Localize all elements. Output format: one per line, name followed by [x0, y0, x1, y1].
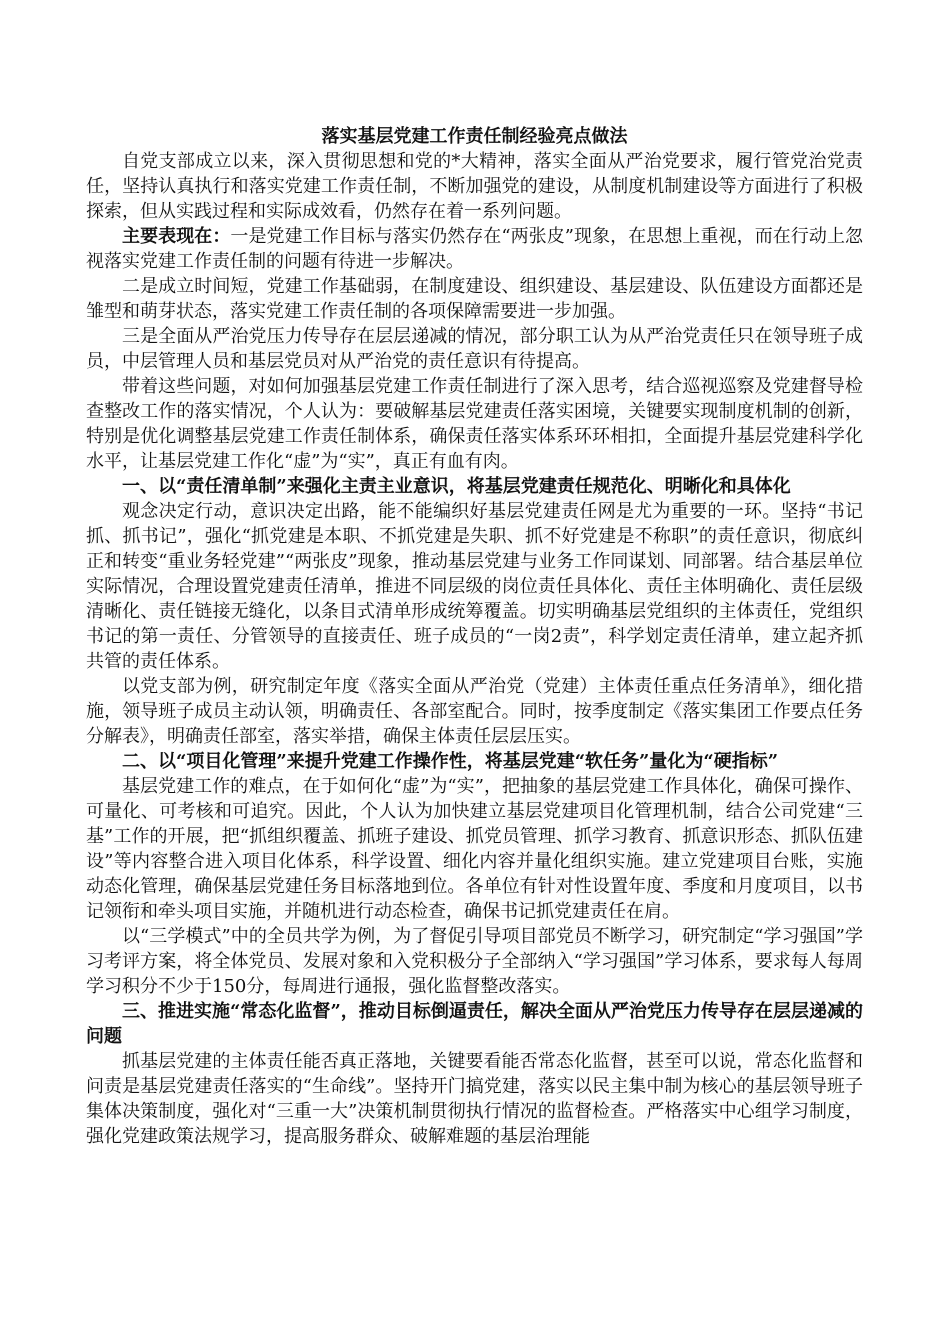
section-heading-one: 一、以“责任清单制”来强化主责主业意识，将基层党建责任规范化、明晰化和具体化 — [122, 476, 791, 497]
paragraph-issue-three: 三是全面从严治党压力传导存在层层递减的情况，部分职工认为从严治党责任只在领导班子成员，中层管理人员和基层党员对从严治党的责任意识有待提高。 — [86, 326, 863, 372]
section-heading-three: 三、推进实施“常态化监督”，推动目标倒逼责任，解决全面从严治党压力传导存在层层递减的问题 — [86, 1001, 863, 1047]
paragraph-intro: 自党支部成立以来，深入贯彻思想和党的*大精神，落实全面从严治党要求，履行管党治党责任，坚持认真执行和落实党建工作责任制，不断加强党的建设，从制度机制建设等方面进行了积极探索，但从实践过程和实际成效看，仍然存在着一系列问题。 — [86, 151, 863, 222]
paragraph-issue-two: 二是成立时间短，党建工作基础弱，在制度建设、组织建设、基层建设、队伍建设方面都还是雏型和萌芽状态，落实党建工作责任制的各项保障需要进一步加强。 — [86, 276, 863, 322]
document-title: 落实基层党建工作责任制经验亮点做法 — [321, 126, 628, 147]
paragraph-section-one-example: 以党支部为例，研究制定年度《落实全面从严治党（党建）主体责任重点任务清单》，细化措施，领导班子成员主动认领，明确责任、各部室配合。同时，按季度制定《落实集团工作要点任务分解表》，明确责任部室，落实举措，确保主体责任层层压实。 — [86, 676, 863, 747]
paragraph-main-issues-text: 一是党建工作目标与落实仍然存在“两张皮”现象，在思想上重视，而在行动上忽视落实党建工作责任制的问题有待进一步解决。 — [86, 226, 864, 272]
paragraph-reflection: 带着这些问题，对如何加强基层党建工作责任制进行了深入思考，结合巡视巡察及党建督导检查整改工作的落实情况，个人认为：要破解基层党建责任落实困境，关键要实现制度机制的创新，特别是优化调整基层党建工作责任制体系，确保责任落实体系环环相扣，全面提升基层党建科学化水平，让基层党建工作化“虚”为“实”，真正有血有肉。 — [86, 376, 863, 472]
document-page — [86, 124, 863, 1149]
paragraph-section-two-example: 以“三学模式”中的全员共学为例，为了督促引导项目部党员不断学习，研究制定“学习强国”学习考评方案，将全体党员、发展对象和入党积极分子全部纳入“学习强国”学习体系，要求每人每周学习积分不少于150分，每周进行通报，强化监督整改落实。 — [86, 926, 863, 997]
paragraph-section-two-body: 基层党建工作的难点，在于如何化“虚”为“实”，把抽象的基层党建工作具体化，确保可操作、可量化、可考核和可追究。因此，个人认为加快建立基层党建项目化管理机制，结合公司党建“三基”工作的开展，把“抓组织覆盖、抓班子建设、抓党员管理、抓学习教育、抓意识形态、抓队伍建设”等内容整合进入项目化体系，科学设置、细化内容并量化组织实施。建立党建项目台账，实施动态化管理，确保基层党建任务目标落地到位。各单位有针对性设置年度、季度和月度项目，以书记领衔和牵头项目实施，并随机进行动态检查，确保书记抓党建责任在肩。 — [86, 776, 863, 922]
paragraph-lead-label: 主要表现在： — [122, 226, 231, 247]
section-heading-two: 二、以“项目化管理”来提升党建工作操作性，将基层党建“软任务”量化为“硬指标” — [122, 751, 779, 772]
paragraph-section-one-body: 观念决定行动，意识决定出路，能不能编织好基层党建责任网是尤为重要的一环。坚持“书记抓、抓书记”，强化“抓党建是本职、不抓党建是失职、抓不好党建是不称职”的责任意识，彻底纠正和转变“重业务轻党建”“两张皮”现象，推动基层党建与业务工作同谋划、同部署。结合基层单位实际情况，合理设置党建责任清单，推进不同层级的岗位责任具体化、责任主体明确化、责任层级清晰化、责任链接无缝化，以条目式清单形成统筹覆盖。切实明确基层党组织的主体责任，党组织书记的第一责任、分管领导的直接责任、班子成员的“一岗2责”，科学划定责任清单，建立起齐抓共管的责任体系。 — [86, 501, 863, 672]
paragraph-section-three-body: 抓基层党建的主体责任能否真正落地，关键要看能否常态化监督，甚至可以说，常态化监督和问责是基层党建责任落实的“生命线”。坚持开门搞党建，落实以民主集中制为核心的基层领导班子集体决策制度，强化对“三重一大”决策机制贯彻执行情况的监督检查。严格落实中心组学习制度，强化党建政策法规学习，提高服务群众、破解难题的基层治理能 — [86, 1051, 863, 1147]
paragraph-main-issues — [86, 224, 863, 274]
